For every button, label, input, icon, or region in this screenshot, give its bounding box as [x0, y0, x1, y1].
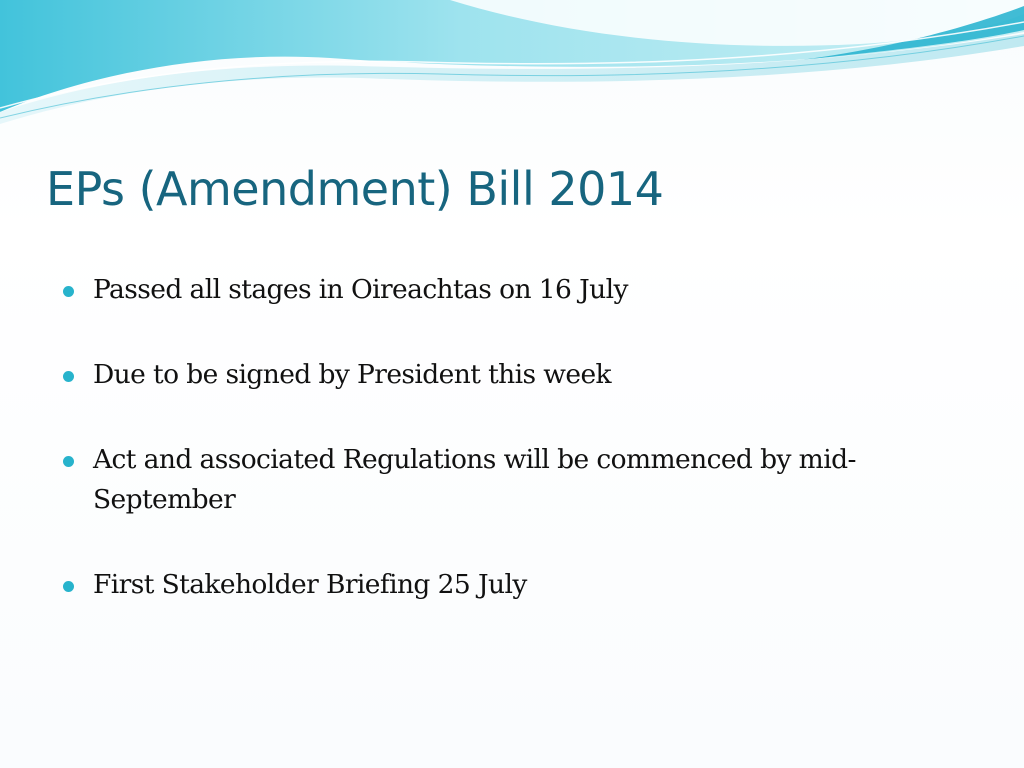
- bullet-dot-icon: [63, 286, 74, 297]
- bullet-text: Act and associated Regulations will be commenced by mid-September: [93, 444, 856, 515]
- slide-title: EPs (Amendment) Bill 2014: [46, 162, 664, 216]
- bullet-item: [58, 565, 978, 605]
- bullet-item: [58, 355, 978, 395]
- header-wave-decoration: [0, 0, 1024, 130]
- bullet-item: [58, 440, 978, 520]
- bullet-text: Due to be signed by President this week: [93, 359, 612, 390]
- bullet-text: Passed all stages in Oireachtas on 16 July: [93, 274, 628, 305]
- bullet-dot-icon: [63, 371, 74, 382]
- bullet-list: [58, 270, 978, 650]
- bullet-text: First Stakeholder Briefing 25 July: [93, 569, 527, 600]
- bullet-item: [58, 270, 978, 310]
- bullet-dot-icon: [63, 456, 74, 467]
- bullet-dot-icon: [63, 581, 74, 592]
